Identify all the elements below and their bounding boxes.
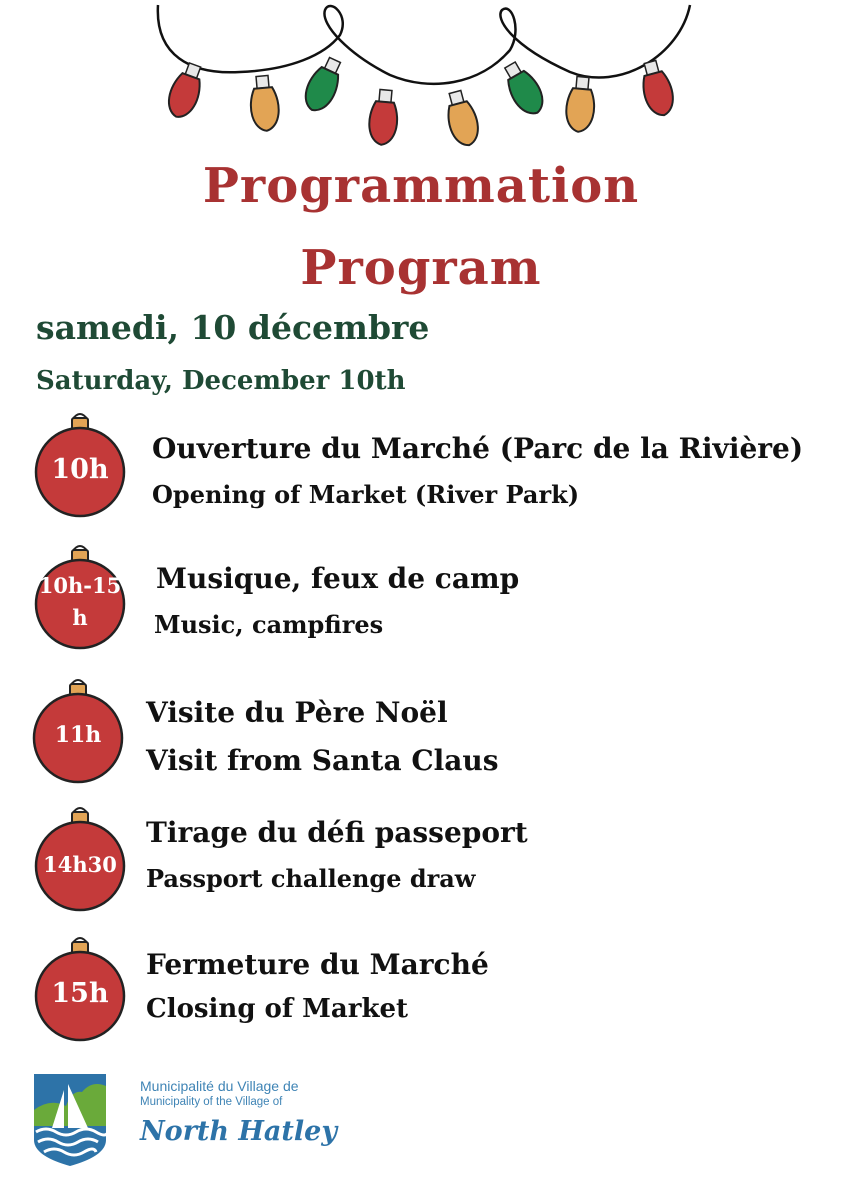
ornament-icon (30, 676, 126, 786)
event-title-fr: Tirage du défi passeport (146, 816, 528, 849)
date-en: Saturday, December 10th (36, 366, 406, 396)
event-title-fr: Musique, feux de camp (156, 562, 520, 595)
event-title-en: Music, campfires (154, 610, 384, 639)
event-title-en: Closing of Market (146, 994, 409, 1024)
event-time: 10h-15h (38, 573, 122, 630)
event-title-fr: Ouverture du Marché (Parc de la Rivière) (152, 432, 804, 465)
event-title-en: Passport challenge draw (146, 864, 476, 893)
event-item-5 (0, 934, 842, 1044)
event-item-1 (0, 410, 842, 520)
event-time: 14h30 (43, 852, 117, 877)
bulb-orange-2 (442, 88, 483, 148)
date-fr: samedi, 10 décembre (36, 308, 430, 347)
bulb-orange-3 (564, 76, 596, 133)
christmas-lights-decoration (150, 0, 695, 160)
municipality-name: North Hatley (140, 1116, 338, 1147)
event-title-fr: Visite du Père Noël (146, 696, 448, 729)
north-hatley-logo (30, 1070, 110, 1168)
municipality-line-en: Municipality of the Village of (140, 1096, 283, 1108)
event-title-en: Visit from Santa Claus (146, 744, 499, 777)
event-item-2 (0, 542, 842, 652)
bulb-orange-1 (248, 75, 280, 132)
page-title-en: Program (300, 240, 542, 296)
ornament-icon (32, 934, 128, 1044)
event-title-en: Opening of Market (River Park) (152, 480, 580, 509)
ornament-icon (32, 542, 128, 652)
bulb-green-1 (299, 54, 347, 116)
ornament-icon (32, 410, 128, 520)
ornament-icon (32, 804, 128, 914)
event-time: 11h (54, 722, 102, 748)
page-title-fr: Programmation (202, 158, 640, 214)
bulb-red-2 (367, 89, 399, 146)
event-time: 10h (51, 454, 109, 485)
bulb-red-3 (637, 58, 678, 118)
bulb-green-2 (498, 58, 549, 119)
event-time: 15h (51, 978, 109, 1009)
event-title-fr: Fermeture du Marché (146, 948, 489, 981)
event-item-3 (0, 676, 842, 786)
municipality-line-fr: Municipalité du Village de (140, 1078, 299, 1094)
event-item-4 (0, 804, 842, 914)
